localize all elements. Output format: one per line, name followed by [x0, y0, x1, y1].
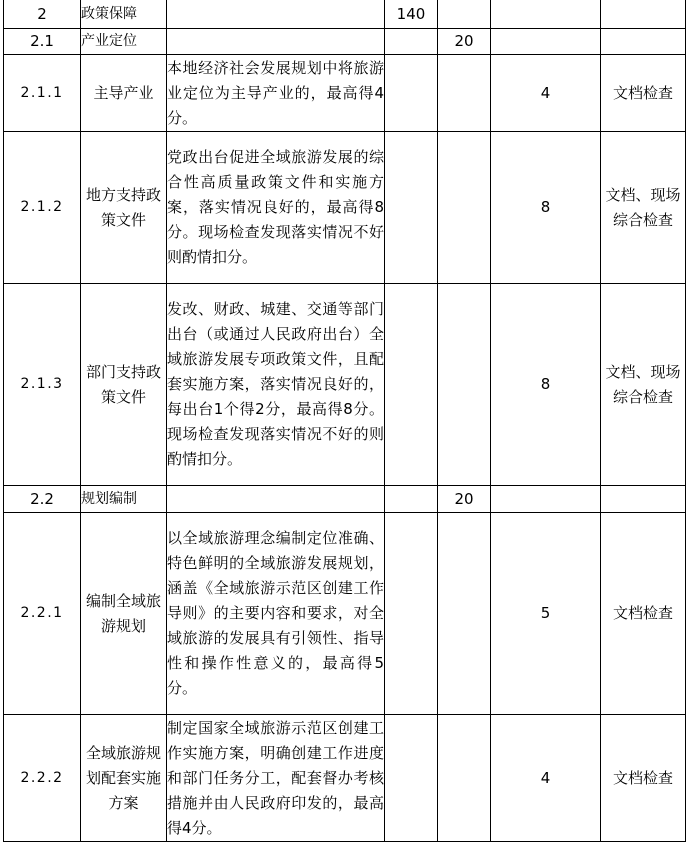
- item-subtotal: [438, 132, 491, 284]
- item-description: 制定国家全域旅游示范区创建工作实施方案，明确创建工作进度和部门任务分工，配套督办考核措施并由人民政府印发的，最高得4分。: [167, 715, 385, 842]
- item-score: 8: [491, 132, 601, 284]
- item-subtotal: [438, 715, 491, 842]
- item-number: 2.2.1: [4, 513, 81, 715]
- item-number: 2.1.2: [4, 132, 81, 284]
- item-description: [167, 0, 385, 29]
- item-number: 2: [4, 0, 81, 29]
- item-method: [601, 486, 686, 513]
- item-score: 5: [491, 513, 601, 715]
- item-number: 2.2: [4, 486, 81, 513]
- item-name: 产业定位: [81, 29, 167, 55]
- item-subtotal: 20: [438, 486, 491, 513]
- item-subtotal: [438, 55, 491, 132]
- item-subtotal: [438, 284, 491, 486]
- item-name: 主导产业: [81, 55, 167, 132]
- item-points: [385, 29, 438, 55]
- item-method: 文档、现场综合检查: [601, 132, 686, 284]
- item-method: 文档检查: [601, 55, 686, 132]
- item-score: [491, 486, 601, 513]
- item-points: [385, 132, 438, 284]
- item-method: [601, 29, 686, 55]
- item-method: 文档检查: [601, 513, 686, 715]
- table-row: [4, 715, 686, 842]
- item-number: 2.1: [4, 29, 81, 55]
- item-points: 140: [385, 0, 438, 29]
- item-description: [167, 486, 385, 513]
- item-description: 本地经济社会发展规划中将旅游业定位为主导产业的，最高得4分。: [167, 55, 385, 132]
- item-score: 4: [491, 715, 601, 842]
- item-subtotal: 20: [438, 29, 491, 55]
- table-row: [4, 284, 686, 486]
- item-points: [385, 513, 438, 715]
- item-number: 2.1.3: [4, 284, 81, 486]
- item-method: 文档、现场综合检查: [601, 284, 686, 486]
- item-points: [385, 284, 438, 486]
- item-method: 文档检查: [601, 715, 686, 842]
- item-points: [385, 715, 438, 842]
- item-points: [385, 486, 438, 513]
- item-subtotal: [438, 513, 491, 715]
- item-score: 4: [491, 55, 601, 132]
- item-subtotal: [438, 0, 491, 29]
- item-score: [491, 0, 601, 29]
- item-points: [385, 55, 438, 132]
- item-number: 2.2.2: [4, 715, 81, 842]
- item-name: 部门支持政策文件: [81, 284, 167, 486]
- item-name: 地方支持政策文件: [81, 132, 167, 284]
- table-row: [4, 0, 686, 29]
- item-description: 发改、财政、城建、交通等部门出台（或通过人民政府出台）全域旅游发展专项政策文件，且配套实施方案，落实情况良好的，每出台1个得2分，最高得8分。现场检查发现落实情况不好的则酌情扣分。: [167, 284, 385, 486]
- item-description: 党政出台促进全域旅游发展的综合性高质量政策文件和实施方案，落实情况良好的，最高得8分。现场检查发现落实情况不好则酌情扣分。: [167, 132, 385, 284]
- table-row: [4, 29, 686, 55]
- item-number: 2.1.1: [4, 55, 81, 132]
- scoring-table: [3, 0, 686, 842]
- table-row: [4, 486, 686, 513]
- item-description: [167, 29, 385, 55]
- table-row: [4, 132, 686, 284]
- item-name: 全域旅游规划配套实施方案: [81, 715, 167, 842]
- item-name: 规划编制: [81, 486, 167, 513]
- item-method: [601, 0, 686, 29]
- table-row: [4, 513, 686, 715]
- item-score: [491, 29, 601, 55]
- item-name: 政策保障: [81, 0, 167, 29]
- item-name: 编制全域旅游规划: [81, 513, 167, 715]
- table-row: [4, 55, 686, 132]
- item-score: 8: [491, 284, 601, 486]
- item-description: 以全域旅游理念编制定位准确、特色鲜明的全域旅游发展规划，涵盖《全域旅游示范区创建工作导则》的主要内容和要求，对全域旅游的发展具有引领性、指导性和操作性意义的，最高得5分。: [167, 513, 385, 715]
